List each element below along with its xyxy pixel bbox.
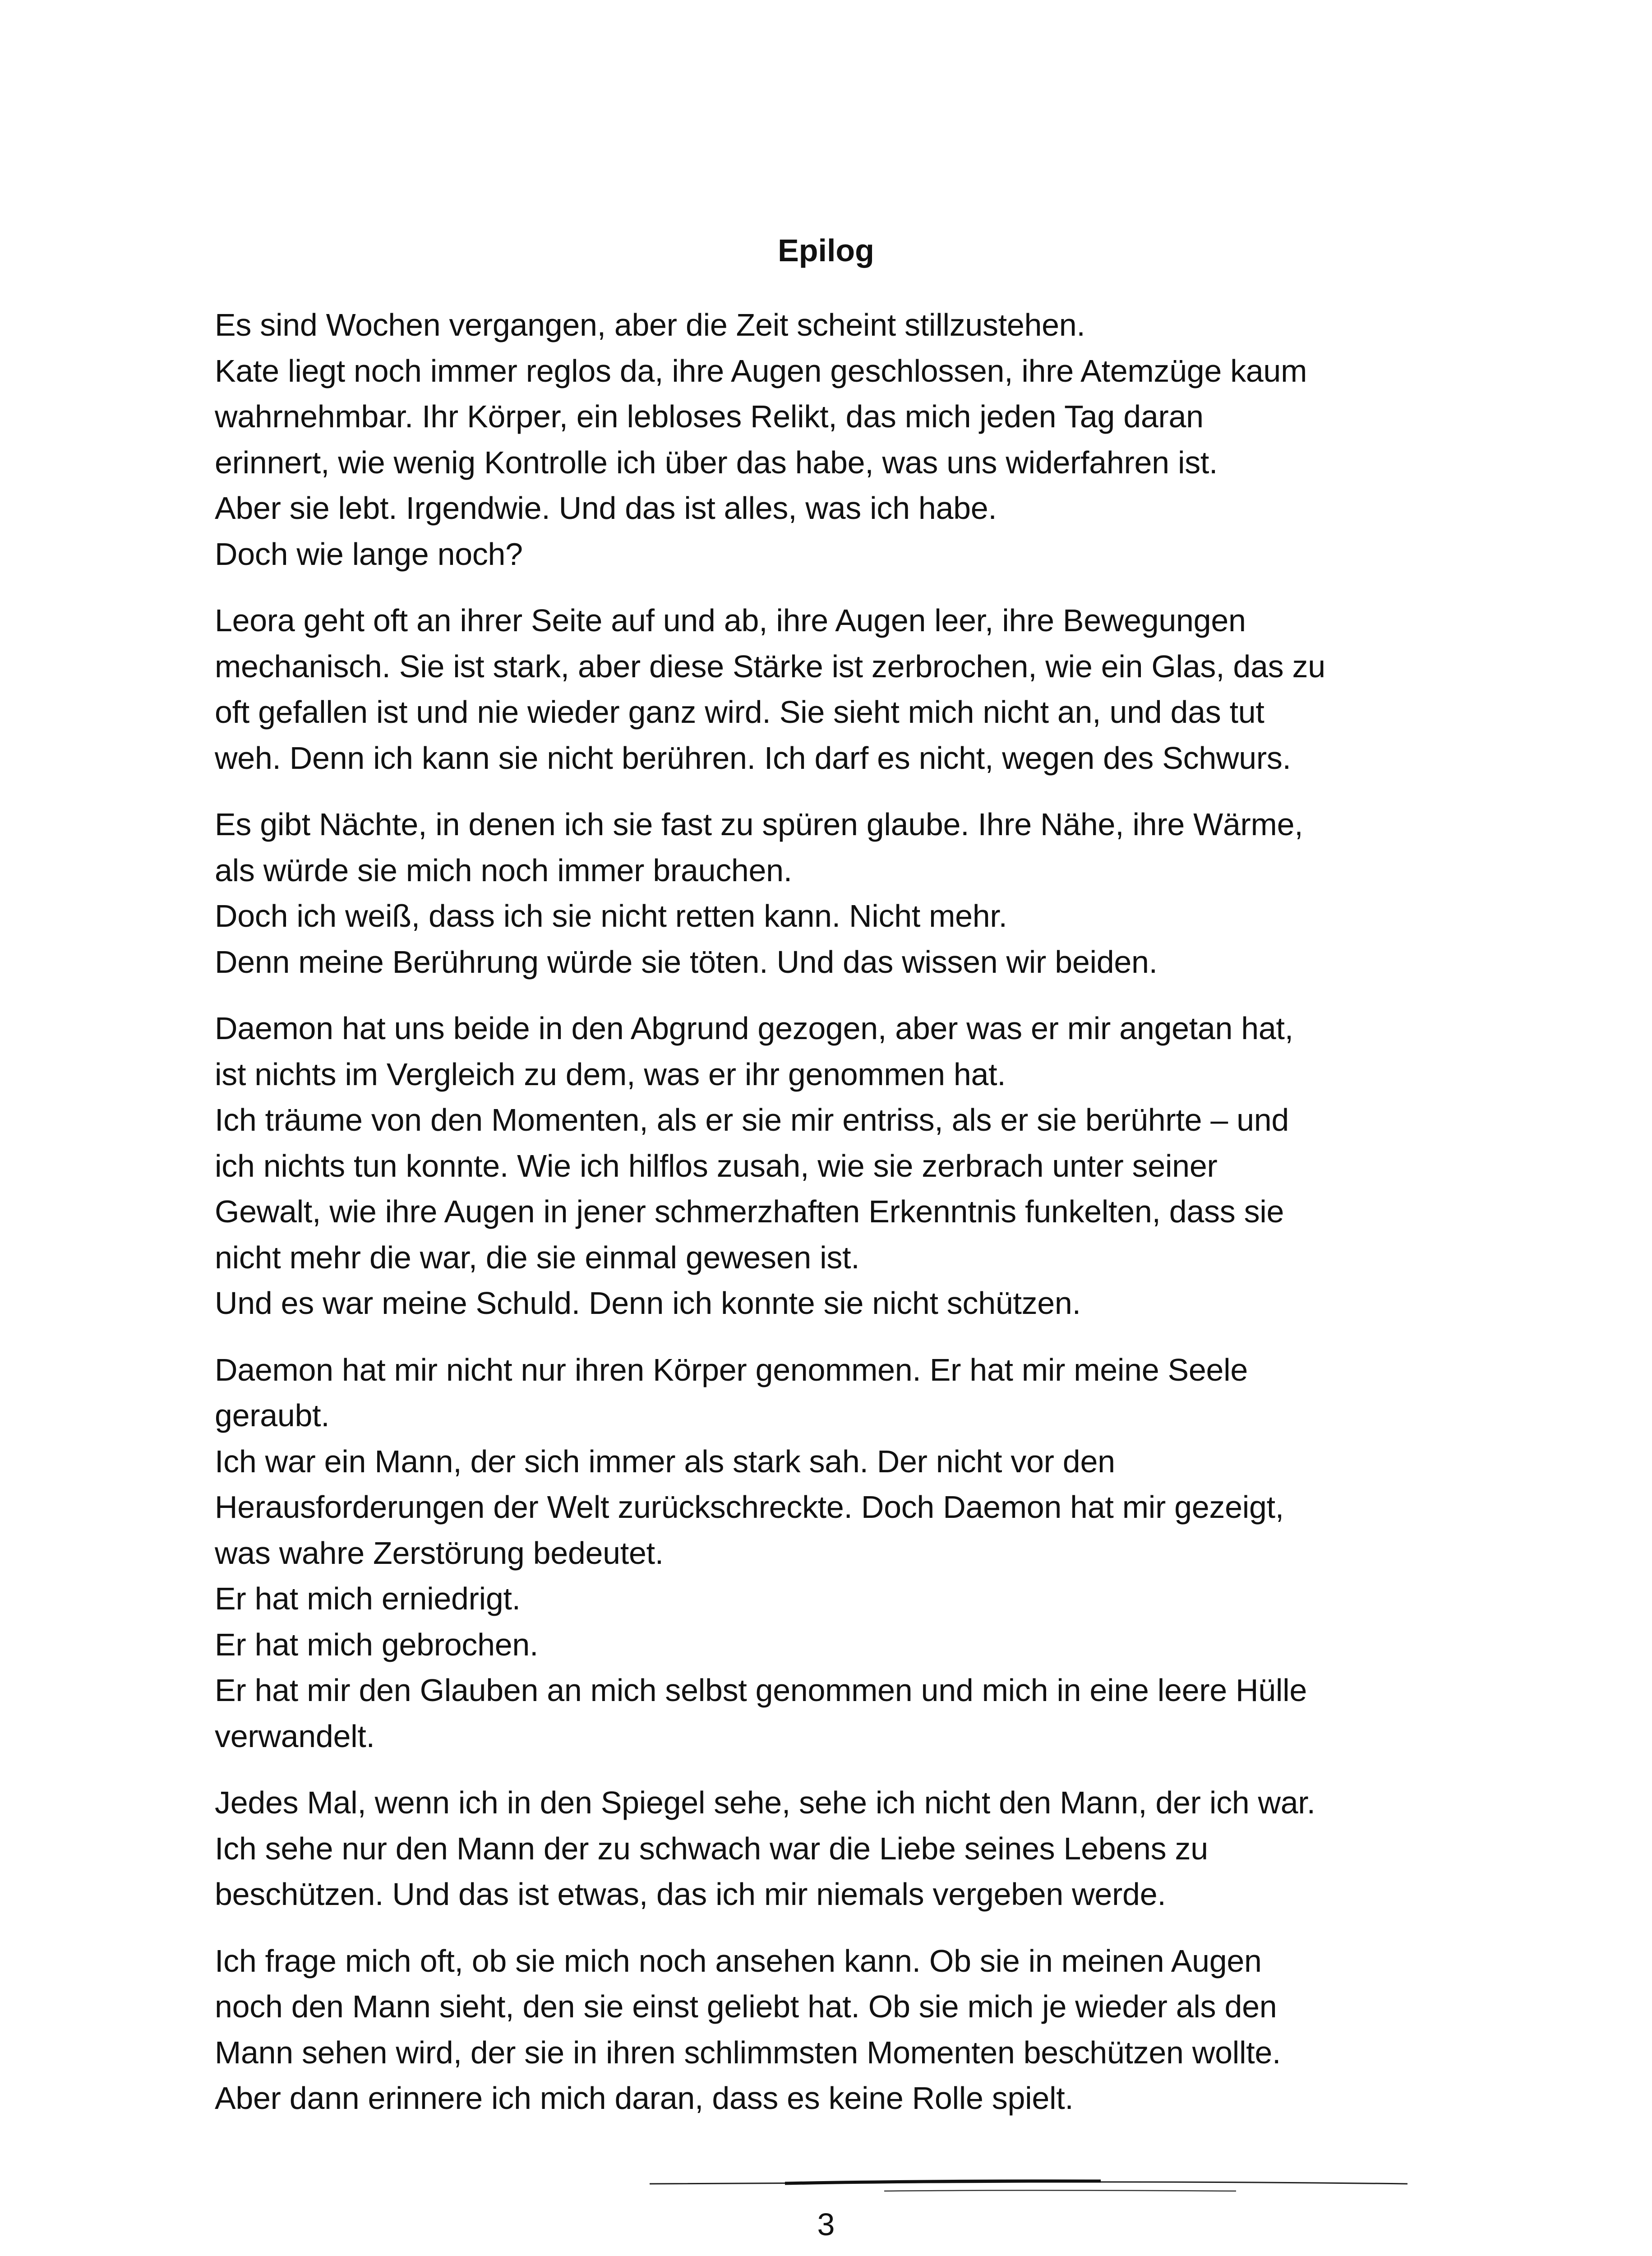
text-line: Er hat mich gebrochen. — [215, 1627, 539, 1662]
text-line: wahrnehmbar. Ihr Körper, ein lebloses Relikt, das mich jeden Tag daran — [215, 399, 1204, 434]
text-line: Mann sehen wird, der sie in ihren schlimmsten Momenten beschützen wollte. — [215, 2034, 1281, 2070]
paragraph — [215, 1780, 1469, 1918]
paragraph — [215, 598, 1469, 781]
text-line: Doch wie lange noch? — [215, 536, 523, 572]
text-line: Aber dann erinnere ich mich daran, dass es keine Rolle spielt. — [215, 2080, 1074, 2116]
text-line: Denn meine Berührung würde sie töten. Und das wissen wir beiden. — [215, 944, 1158, 980]
text-line: Es sind Wochen vergangen, aber die Zeit scheint stillzustehen. — [215, 307, 1085, 342]
text-line: Herausforderungen der Welt zurückschreckte. Doch Daemon hat mir gezeigt, — [215, 1489, 1284, 1525]
paragraph — [215, 1938, 1469, 2122]
text-line: ist nichts im Vergleich zu dem, was er ihr genommen hat. — [215, 1056, 1006, 1092]
text-line: noch den Mann sieht, den sie einst geliebt hat. Ob sie mich je wieder als den — [215, 1989, 1277, 2024]
body-text — [215, 302, 1469, 2142]
text-line: nicht mehr die war, die sie einmal gewesen ist. — [215, 1239, 860, 1275]
text-line: beschützen. Und das ist etwas, das ich mir niemals vergeben werde. — [215, 1877, 1166, 1912]
text-line: Und es war meine Schuld. Denn ich konnte sie nicht schützen. — [215, 1285, 1081, 1321]
text-line: Er hat mir den Glauben an mich selbst genommen und mich in eine leere Hülle — [215, 1673, 1307, 1708]
text-line: verwandelt. — [215, 1718, 375, 1754]
text-line: Ich war ein Mann, der sich immer als stark sah. Der nicht vor den — [215, 1443, 1115, 1479]
paragraph — [215, 302, 1469, 577]
text-line: als würde sie mich noch immer brauchen. — [215, 852, 792, 888]
text-line: Ich träume von den Momenten, als er sie mir entriss, als er sie berührte – und — [215, 1102, 1289, 1137]
text-line: Ich frage mich oft, ob sie mich noch ansehen kann. Ob sie in meinen Augen — [215, 1943, 1262, 1979]
text-line: Daemon hat mir nicht nur ihren Körper genommen. Er hat mir meine Seele — [215, 1352, 1248, 1387]
text-line: Es gibt Nächte, in denen ich sie fast zu spüren glaube. Ihre Nähe, ihre Wärme, — [215, 807, 1303, 842]
text-line: was wahre Zerstörung bedeutet. — [215, 1535, 664, 1571]
chapter-title: Epilog — [778, 233, 874, 268]
paragraph — [215, 1006, 1469, 1327]
text-line: Leora geht oft an ihrer Seite auf und ab, ihre Augen leer, ihre Bewegungen — [215, 603, 1246, 638]
text-line: Ich sehe nur den Mann der zu schwach war die Liebe seines Lebens zu — [215, 1831, 1208, 1866]
text-line: Aber sie lebt. Irgendwie. Und das ist alles, was ich habe. — [215, 490, 997, 526]
text-line: erinnert, wie wenig Kontrolle ich über das habe, was uns widerfahren ist. — [215, 444, 1218, 480]
paragraph — [215, 1347, 1469, 1760]
text-line: Gewalt, wie ihre Augen in jener schmerzhaften Erkenntnis funkelten, dass sie — [215, 1194, 1284, 1229]
text-line: mechanisch. Sie ist stark, aber diese Stärke ist zerbrochen, wie ein Glas, das zu — [215, 648, 1325, 684]
paragraph — [215, 802, 1469, 985]
text-line: Er hat mich erniedrigt. — [215, 1581, 521, 1616]
text-line: Doch ich weiß, dass ich sie nicht retten kann. Nicht mehr. — [215, 898, 1007, 934]
text-line: Kate liegt noch immer reglos da, ihre Augen geschlossen, ihre Atemzüge kaum — [215, 353, 1307, 388]
text-line: Daemon hat uns beide in den Abgrund gezogen, aber was er mir angetan hat, — [215, 1011, 1293, 1046]
text-line: weh. Denn ich kann sie nicht berühren. Ich darf es nicht, wegen des Schwurs. — [215, 740, 1291, 776]
text-line: Jedes Mal, wenn ich in den Spiegel sehe, sehe ich nicht den Mann, der ich war. — [215, 1785, 1315, 1820]
page-number: 3 — [817, 2207, 835, 2242]
text-line: geraubt. — [215, 1398, 330, 1433]
footer-rule — [650, 2177, 1407, 2196]
text-line: oft gefallen ist und nie wieder ganz wird. Sie sieht mich nicht an, und das tut — [215, 694, 1264, 730]
text-line: ich nichts tun konnte. Wie ich hilflos zusah, wie sie zerbrach unter seiner — [215, 1148, 1218, 1183]
